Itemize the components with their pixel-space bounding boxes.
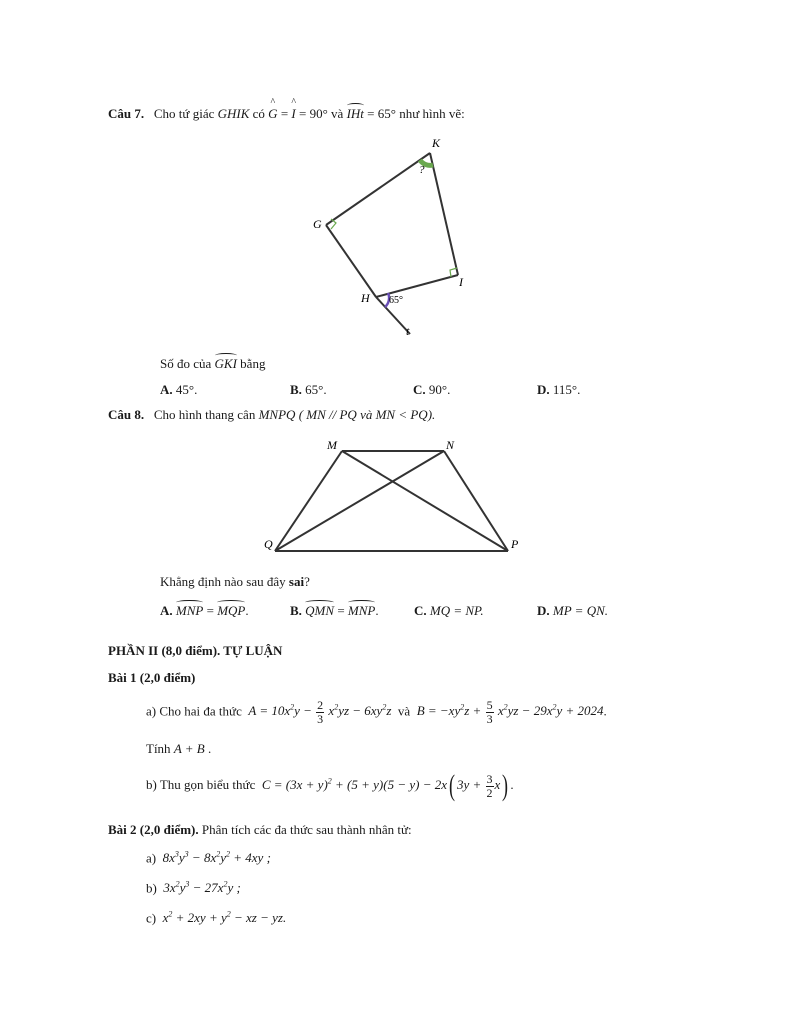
q8-question: Câu 8. Cho hình thang cân MNPQ ( MN // PQ và MN < PQ). — [108, 407, 436, 422]
segment-gh — [326, 225, 376, 297]
segment-np — [444, 451, 508, 551]
label-p: P — [511, 537, 519, 551]
label-i: I — [459, 275, 463, 289]
segment-qm — [275, 451, 342, 551]
q7-label: Câu 7. — [108, 106, 145, 121]
label-t: t — [406, 324, 410, 338]
b1-tinh: Tính A + B . — [146, 741, 212, 756]
q7-question: Câu 7. Cho tứ giác GHIK có ^ G = ^ I = 90° và IHt = 65° như hình vẽ: — [108, 106, 465, 122]
segment-ki — [430, 153, 458, 275]
b1-part-b: b) Thu gọn biểu thức $C = (3x + y)^2 + (5 + y)(5 - y) - 2x$( 3y + $\frac{3}{2}$ x) . — [146, 769, 514, 802]
b1-part-a: a) Cho hai đa thức $A = 10x^2y$ − $\frac{2}{3}$ $x^2yz - 6xy^2z$ và $B = -xy^2z$ + $\frac{5}{3}$ $x^2yz - 29x^2y + 2024$. — [146, 698, 607, 726]
label-q-mark: ? — [419, 164, 425, 176]
segment-gk — [326, 153, 430, 225]
q7-option-b[interactable]: B. 65°. — [290, 382, 327, 397]
diagonal-nq — [275, 451, 444, 551]
q7-option-d[interactable]: D. 115°. — [537, 382, 581, 397]
label-n: N — [446, 438, 455, 452]
b1-title: Bài 1 (2,0 điểm) — [108, 670, 196, 685]
q8-option-b[interactable]: B. QMN = MNP. — [290, 603, 379, 618]
label-g: G — [313, 217, 322, 231]
b2-part-b: b) $3x^2y^3 - 27x^2y$ ; — [146, 880, 241, 896]
q8-label: Câu 8. — [108, 407, 145, 422]
q8-option-d[interactable]: D. MP = QN. — [537, 603, 609, 618]
label-k: K — [432, 136, 441, 150]
q7-figure — [300, 130, 480, 345]
q8-figure — [255, 432, 530, 562]
q8-ask: Khẳng định nào sau đây sai? — [160, 574, 310, 589]
q7-ask: Số đo của GKI bằng — [160, 356, 266, 371]
b2-part-c: c) $x^2 + 2xy + y^2$ − xz − yz. — [146, 910, 287, 926]
q8-option-c[interactable]: C. MQ = NP. — [414, 603, 484, 618]
part2-title: PHẦN II (8,0 điểm). TỰ LUẬN — [108, 643, 283, 658]
diagonal-mp — [342, 451, 508, 551]
b2-part-a: a) $8x^3y^3 - 8x^2y^2 + 4xy$ ; — [146, 850, 271, 866]
q7-option-a[interactable]: A. 45°. — [160, 382, 198, 397]
label-q: Q — [264, 537, 273, 551]
q7-option-c[interactable]: C. 90°. — [413, 382, 451, 397]
label-m: M — [327, 438, 337, 452]
q8-option-a[interactable]: A. MNP = MQP. — [160, 603, 249, 618]
b2-title: Bài 2 (2,0 điểm). Phân tích các đa thức sau thành nhân tử: — [108, 822, 412, 837]
label-65: 65° — [389, 295, 403, 306]
label-h: H — [361, 291, 370, 305]
